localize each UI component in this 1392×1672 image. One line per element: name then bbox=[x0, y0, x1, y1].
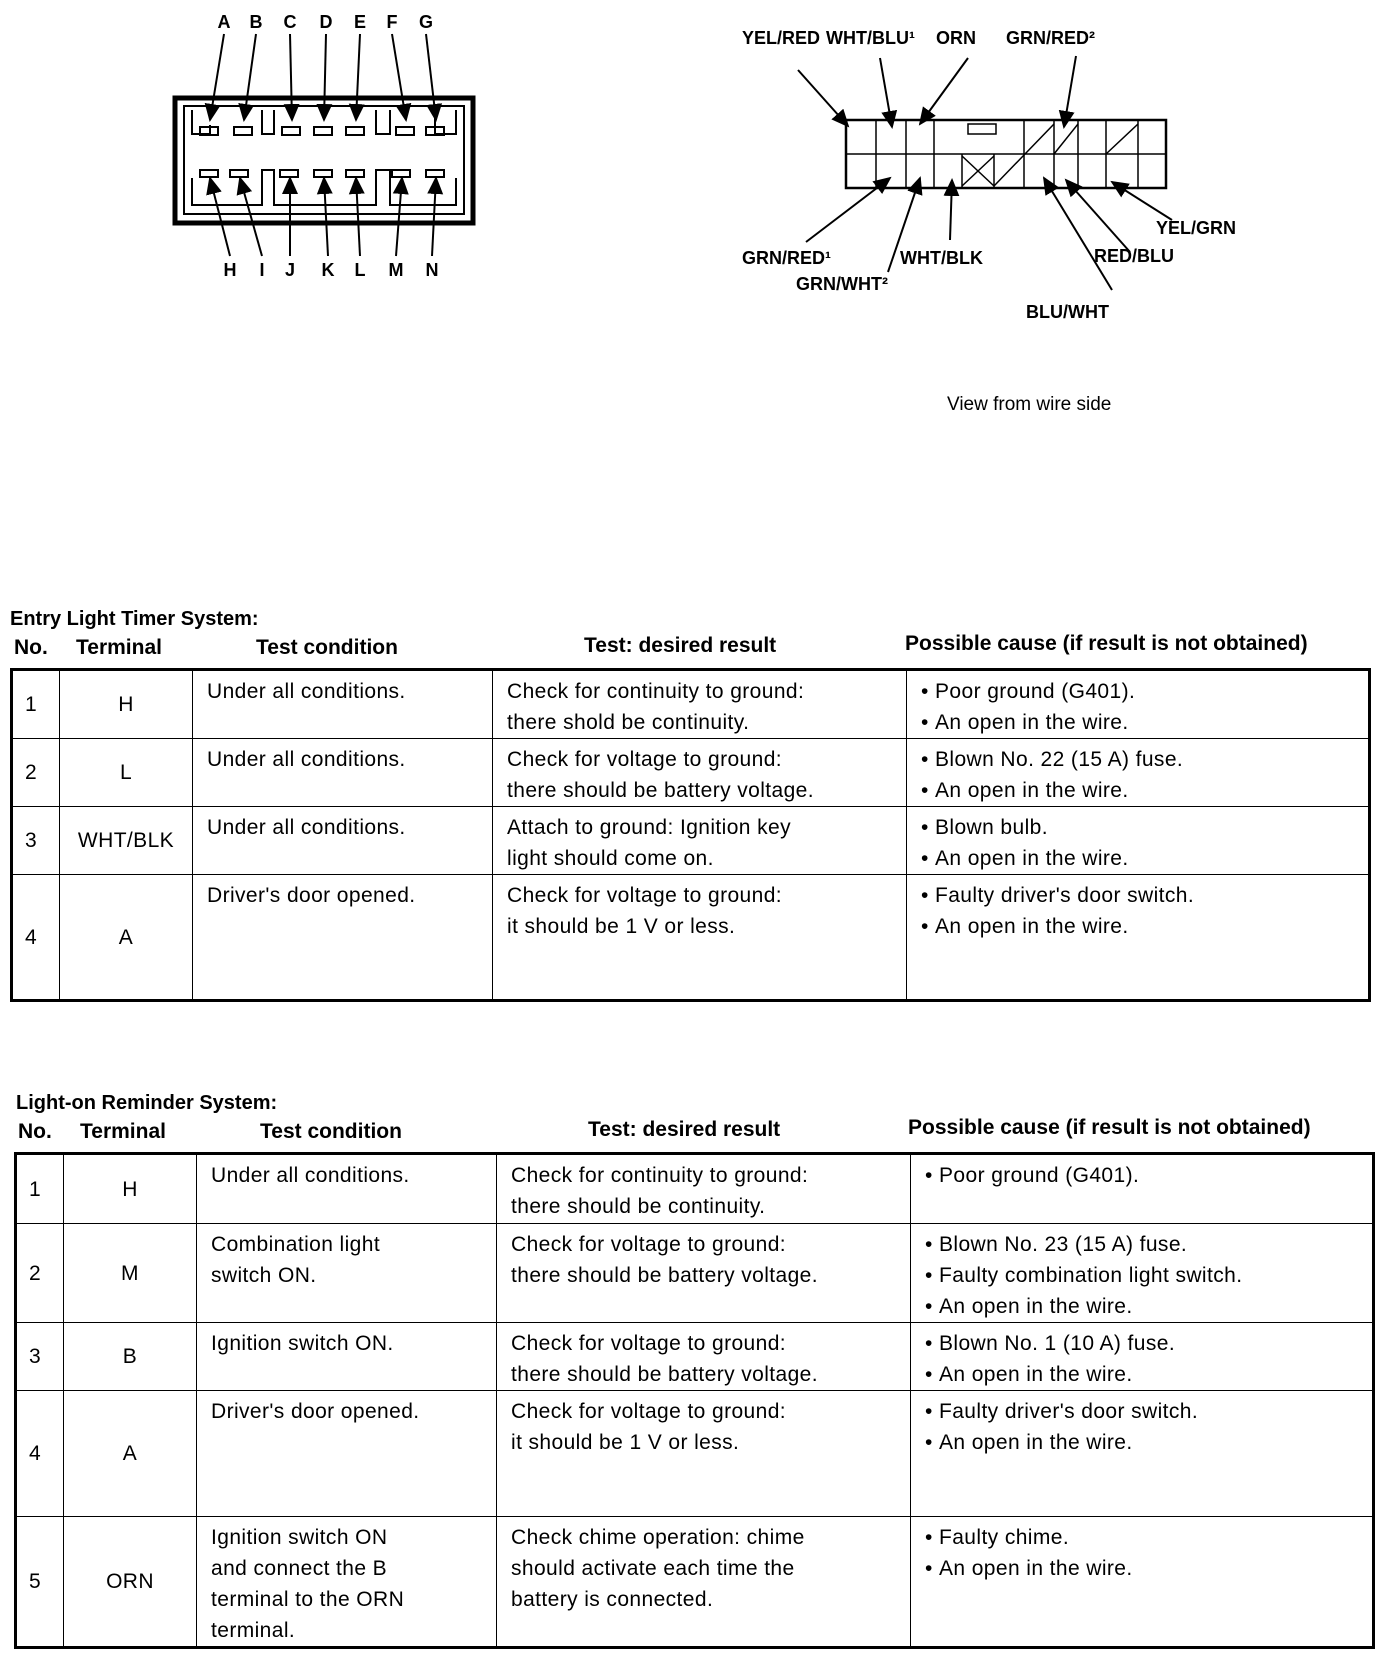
light-on-table bbox=[14, 1152, 1375, 1649]
pin-label-top: A bbox=[217, 12, 231, 32]
pin-socket bbox=[282, 127, 300, 135]
cell-cause bbox=[911, 1517, 1374, 1648]
cell-cause bbox=[907, 875, 1370, 1001]
table-row bbox=[16, 1154, 1374, 1224]
entry-light-section bbox=[10, 600, 1372, 1020]
wire-label-bottom: GRN/RED¹ bbox=[742, 248, 831, 268]
cell-result: Attach to ground: Ignition key light should come on. bbox=[493, 807, 907, 875]
wire-label-bottom: GRN/WHT² bbox=[796, 274, 888, 294]
cell-result: Check for voltage to ground: it should be 1 V or less. bbox=[497, 1391, 911, 1517]
cell-cause bbox=[911, 1224, 1374, 1323]
cell-result: Check for voltage to ground: it should be 1 V or less. bbox=[493, 875, 907, 1001]
section-title: Light-on Reminder System: bbox=[16, 1092, 278, 1114]
cell-cause bbox=[907, 739, 1370, 807]
table-row bbox=[16, 1517, 1374, 1648]
cause-item: • An open in the wire. bbox=[925, 1553, 1358, 1584]
header-result: Test: desired result bbox=[588, 1118, 781, 1141]
pin-label-bottom: I bbox=[259, 260, 265, 280]
cell-condition: Under all conditions. bbox=[193, 739, 493, 807]
table-row bbox=[16, 1323, 1374, 1391]
header-no: No. bbox=[18, 1120, 52, 1143]
entry-light-table bbox=[10, 668, 1371, 1002]
cell-result: Check for voltage to ground: there should be battery voltage. bbox=[497, 1224, 911, 1323]
pin-label-top: E bbox=[353, 12, 367, 32]
cell-terminal: L bbox=[60, 739, 193, 807]
light-on-section bbox=[10, 1084, 1372, 1664]
pin-socket bbox=[314, 127, 332, 135]
section-title: Entry Light Timer System: bbox=[10, 608, 259, 630]
cause-item: • An open in the wire. bbox=[925, 1359, 1358, 1390]
header-cause: Possible cause (if result is not obtained) bbox=[905, 632, 1308, 655]
pin-label-top: D bbox=[319, 12, 333, 32]
cell-condition: Under all conditions. bbox=[193, 670, 493, 739]
pin-label-bottom: H bbox=[223, 260, 237, 280]
header-result: Test: desired result bbox=[584, 634, 777, 657]
cell-condition: Driver's door opened. bbox=[197, 1391, 497, 1517]
wire-label-bottom: RED/BLU bbox=[1094, 246, 1174, 266]
wire-label-top: WHT/BLU¹ bbox=[826, 28, 915, 48]
cause-item: • Faulty combination light switch. bbox=[925, 1260, 1358, 1291]
connector-diagram-right bbox=[740, 0, 1300, 340]
cell-cause bbox=[907, 670, 1370, 739]
wire-label-bottom: WHT/BLK bbox=[900, 248, 983, 268]
cell-terminal: H bbox=[60, 670, 193, 739]
cause-item: • An open in the wire. bbox=[921, 911, 1354, 942]
cell-condition: Under all conditions. bbox=[197, 1154, 497, 1224]
pin-label-top: G bbox=[418, 12, 434, 32]
cell-condition: Ignition switch ON. bbox=[197, 1323, 497, 1391]
cell-result: Check for continuity to ground: there shold be continuity. bbox=[493, 670, 907, 739]
header-no: No. bbox=[14, 636, 48, 659]
pin-socket bbox=[426, 170, 444, 177]
table-row bbox=[12, 670, 1370, 739]
wire-label-bottom: YEL/GRN bbox=[1156, 218, 1237, 238]
cause-item: • Faulty driver's door switch. bbox=[921, 880, 1354, 911]
cause-item: • Poor ground (G401). bbox=[921, 676, 1354, 707]
cell-no: 4 bbox=[16, 1391, 64, 1517]
cell-terminal: B bbox=[64, 1323, 197, 1391]
header-terminal: Terminal bbox=[76, 636, 162, 659]
cell-result: Check for voltage to ground: there should be battery voltage. bbox=[493, 739, 907, 807]
cell-cause bbox=[911, 1154, 1374, 1224]
cause-item: • An open in the wire. bbox=[921, 707, 1354, 738]
header-terminal: Terminal bbox=[80, 1120, 166, 1143]
cell-condition: Under all conditions. bbox=[193, 807, 493, 875]
pin-label-bottom: N bbox=[425, 260, 439, 280]
cell-condition: Driver's door opened. bbox=[193, 875, 493, 1001]
cell-terminal: A bbox=[64, 1391, 197, 1517]
cell-terminal: ORN bbox=[64, 1517, 197, 1648]
pin-label-top: C bbox=[283, 12, 297, 32]
pin-socket bbox=[346, 170, 364, 177]
cell-result: Check chime operation: chime should activate each time the battery is connected. bbox=[497, 1517, 911, 1648]
cell-cause bbox=[911, 1391, 1374, 1517]
pin-socket bbox=[280, 170, 298, 177]
pin-label-top: F bbox=[386, 12, 398, 32]
cell-condition: Combination light switch ON. bbox=[197, 1224, 497, 1323]
cell-no: 2 bbox=[16, 1224, 64, 1323]
cell-result: Check for voltage to ground: there should be battery voltage. bbox=[497, 1323, 911, 1391]
pin-socket bbox=[346, 127, 364, 135]
connector-diagram-left bbox=[170, 0, 490, 300]
cause-item: • An open in the wire. bbox=[925, 1291, 1358, 1322]
pin-label-bottom: M bbox=[388, 260, 404, 280]
pin-label-bottom: K bbox=[321, 260, 335, 280]
cell-no: 3 bbox=[16, 1323, 64, 1391]
table-row bbox=[16, 1224, 1374, 1323]
cell-no: 3 bbox=[12, 807, 60, 875]
pin-socket bbox=[392, 170, 410, 177]
cell-terminal: M bbox=[64, 1224, 197, 1323]
cause-item: • Faulty driver's door switch. bbox=[925, 1396, 1358, 1427]
wire-label-top: YEL/RED bbox=[742, 28, 821, 48]
cause-item: • Blown No. 22 (15 A) fuse. bbox=[921, 744, 1354, 775]
table-row bbox=[12, 739, 1370, 807]
header-condition: Test condition bbox=[260, 1120, 402, 1143]
table-row bbox=[12, 875, 1370, 1001]
cell-no: 4 bbox=[12, 875, 60, 1001]
cell-terminal: H bbox=[64, 1154, 197, 1224]
pin-socket bbox=[234, 127, 252, 135]
cell-condition: Ignition switch ON and connect the B terminal to the ORN terminal. bbox=[197, 1517, 497, 1648]
header-cause: Possible cause (if result is not obtained) bbox=[908, 1116, 1311, 1139]
cell-no: 1 bbox=[16, 1154, 64, 1224]
cause-item: • An open in the wire. bbox=[921, 775, 1354, 806]
wire-label-top: GRN/RED² bbox=[1006, 28, 1095, 48]
cell-cause bbox=[907, 807, 1370, 875]
cause-item: • Faulty chime. bbox=[925, 1522, 1358, 1553]
wire-label-bottom: BLU/WHT bbox=[1026, 302, 1109, 322]
table-row bbox=[12, 807, 1370, 875]
pin-socket bbox=[200, 170, 218, 177]
pin-label-top: B bbox=[249, 12, 263, 32]
pin-socket bbox=[230, 170, 248, 177]
cause-item: • An open in the wire. bbox=[925, 1427, 1358, 1458]
pin-socket bbox=[314, 170, 332, 177]
cause-item: • Blown No. 23 (15 A) fuse. bbox=[925, 1229, 1358, 1260]
cell-cause bbox=[911, 1323, 1374, 1391]
cell-no: 1 bbox=[12, 670, 60, 739]
cause-item: • Poor ground (G401). bbox=[925, 1160, 1358, 1191]
cause-item: • Blown No. 1 (10 A) fuse. bbox=[925, 1328, 1358, 1359]
cause-item: • Blown bulb. bbox=[921, 812, 1354, 843]
cause-item: • An open in the wire. bbox=[921, 843, 1354, 874]
cell-no: 5 bbox=[16, 1517, 64, 1648]
view-caption: View from wire side bbox=[947, 394, 1112, 415]
table-row bbox=[16, 1391, 1374, 1517]
pin-label-bottom: J bbox=[284, 260, 296, 280]
wire-label-top: ORN bbox=[936, 28, 976, 48]
cell-no: 2 bbox=[12, 739, 60, 807]
cell-terminal: A bbox=[60, 875, 193, 1001]
pin-label-bottom: L bbox=[354, 260, 366, 280]
pin-socket bbox=[396, 127, 414, 135]
cell-terminal: WHT/BLK bbox=[60, 807, 193, 875]
header-condition: Test condition bbox=[256, 636, 398, 659]
cell-result: Check for continuity to ground: there should be continuity. bbox=[497, 1154, 911, 1224]
